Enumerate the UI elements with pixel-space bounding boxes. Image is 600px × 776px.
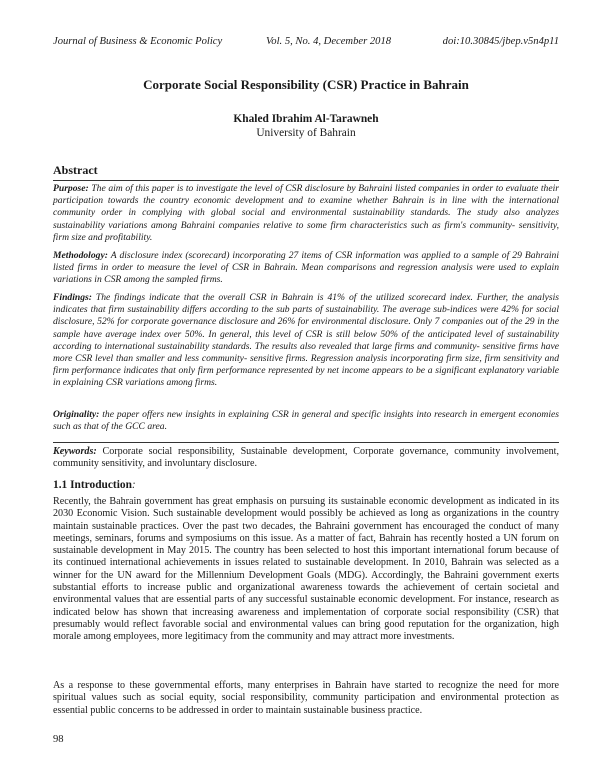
intro-paragraph-2: As a response to these governmental efforts, many enterprises in Bahrain have started to recognize the need for more spiritual values such as social equity, social responsibility, community participation and environmental protection as essential public concerns to be addressed in order to maintain sustainable business practice.: [53, 680, 559, 716]
methodology-label: Methodology:: [53, 250, 108, 261]
section-heading-introduction: [53, 479, 136, 491]
findings-text: The findings indicate that the overall CSR in Bahrain is 41% of the utilized scorecard index. Further, the analysis indicates that firm sustainability differs according to the sub parts of sustainability. The average sub-indices were 42% for social disclosure, 52% for corporate governance disclosure and 26% for environmental disclosure. Only 7 companies out of the 29 in the sample have average index over 50%. In general, this level of CSR is still below 50% of the anticipated level of sustainability according to international sustainability standards. The results also revealed that large firms and community- sensitive firms have more CSR level than smaller and less community- sensitive firms. Regression analysis incorporating firm size, firm sensitivity and firm performance indicates that only firm performance represented by net income appears to be a significant explanatory variable in explaining CSR variations among firms.: [53, 292, 559, 389]
volume-info: Vol. 5, No. 4, December 2018: [266, 36, 392, 47]
running-header: [53, 36, 559, 50]
originality-text: the paper offers new insights in explaining CSR in general and specific insights into research in emergent economies such as that of the GCC area.: [53, 409, 559, 433]
abstract-top-rule: [53, 180, 559, 181]
abstract-bottom-rule: [53, 442, 559, 443]
keywords-text: Corporate social responsibility, Sustainable development, Corporate governance, community involvement, community sensitivity, and involuntary disclosure.: [53, 446, 559, 470]
findings-label: Findings:: [53, 292, 92, 303]
abstract-findings: [53, 292, 559, 390]
intro-paragraph-1: Recently, the Bahrain government has great emphasis on pursuing its sustainable economic development as indicated in its 2030 Economic Vision. Such sustainable development would possibly be achieved as long as organizations in the country maintain sustainable practices. Over the past two decades, the Bahraini government has encouraged the conduct of many meetings, seminars, forums and symposiums on this issue. As a matter of fact, Bahrain has recently hosted a UN forum on sustainable development in May 2015. The country has been selected to host this important international forum because of its continued international achievements in issues related to sustainable development. In 2010, Bahrain was selected as a winner for the UN award for the Millennium Development Goals (MDG). Accordingly, the Bahraini government exerts substantial efforts to increase public and organizational awareness towards the achievement of certain societal and environmental values that are essential parts of any successful sustainable economic development. For instance, research as indicated below has shown that increasing awareness and implementation of corporate social responsibility (CSR) that presumably would reflect favorable social and environmental values can bring good reputation for the organization, high morale among employees, more legitimacy from the community and may attract more investments.: [53, 496, 559, 643]
methodology-text: A disclosure index (scorecard) incorporating 27 items of CSR information was applied to a sample of 29 Bahraini listed firms in order to measure the level of CSR in Bahrain. Mean comparisons and regression analysis were used to explain variations in CSR among the sampled firms.: [53, 250, 559, 286]
abstract-originality: [53, 409, 559, 433]
originality-label: Originality:: [53, 409, 100, 420]
purpose-text: The aim of this paper is to investigate the level of CSR disclosure by Bahraini listed companies in order to evaluate their participation towards the country economic development and to examine whether Bahrain is in line with the international community order in complying with global social and environmental sustainability standards. The study also analyzes sustainability variations among Bahraini companies relative to some firm characteristics such as firm's community- sensitivity, firm size and profitability.: [53, 183, 559, 243]
keywords: [53, 446, 559, 471]
abstract-methodology: [53, 250, 559, 287]
paper-title: Corporate Social Responsibility (CSR) Practice in Bahrain: [143, 77, 469, 92]
abstract-purpose: [53, 183, 559, 244]
journal-name: Journal of Business & Economic Policy: [53, 36, 223, 47]
doi: doi:10.30845/jbep.v5n4p11: [442, 36, 559, 47]
section-number-title: 1.1 Introduction: [53, 479, 132, 491]
author-name: Khaled Ibrahim Al-Tarawneh: [233, 113, 379, 125]
section-colon: :: [131, 479, 136, 491]
page-number: 98: [53, 734, 64, 745]
abstract-heading: Abstract: [53, 163, 98, 177]
keywords-label: Keywords:: [53, 446, 97, 457]
purpose-label: Purpose:: [53, 183, 89, 194]
author-affiliation: University of Bahrain: [256, 127, 356, 139]
